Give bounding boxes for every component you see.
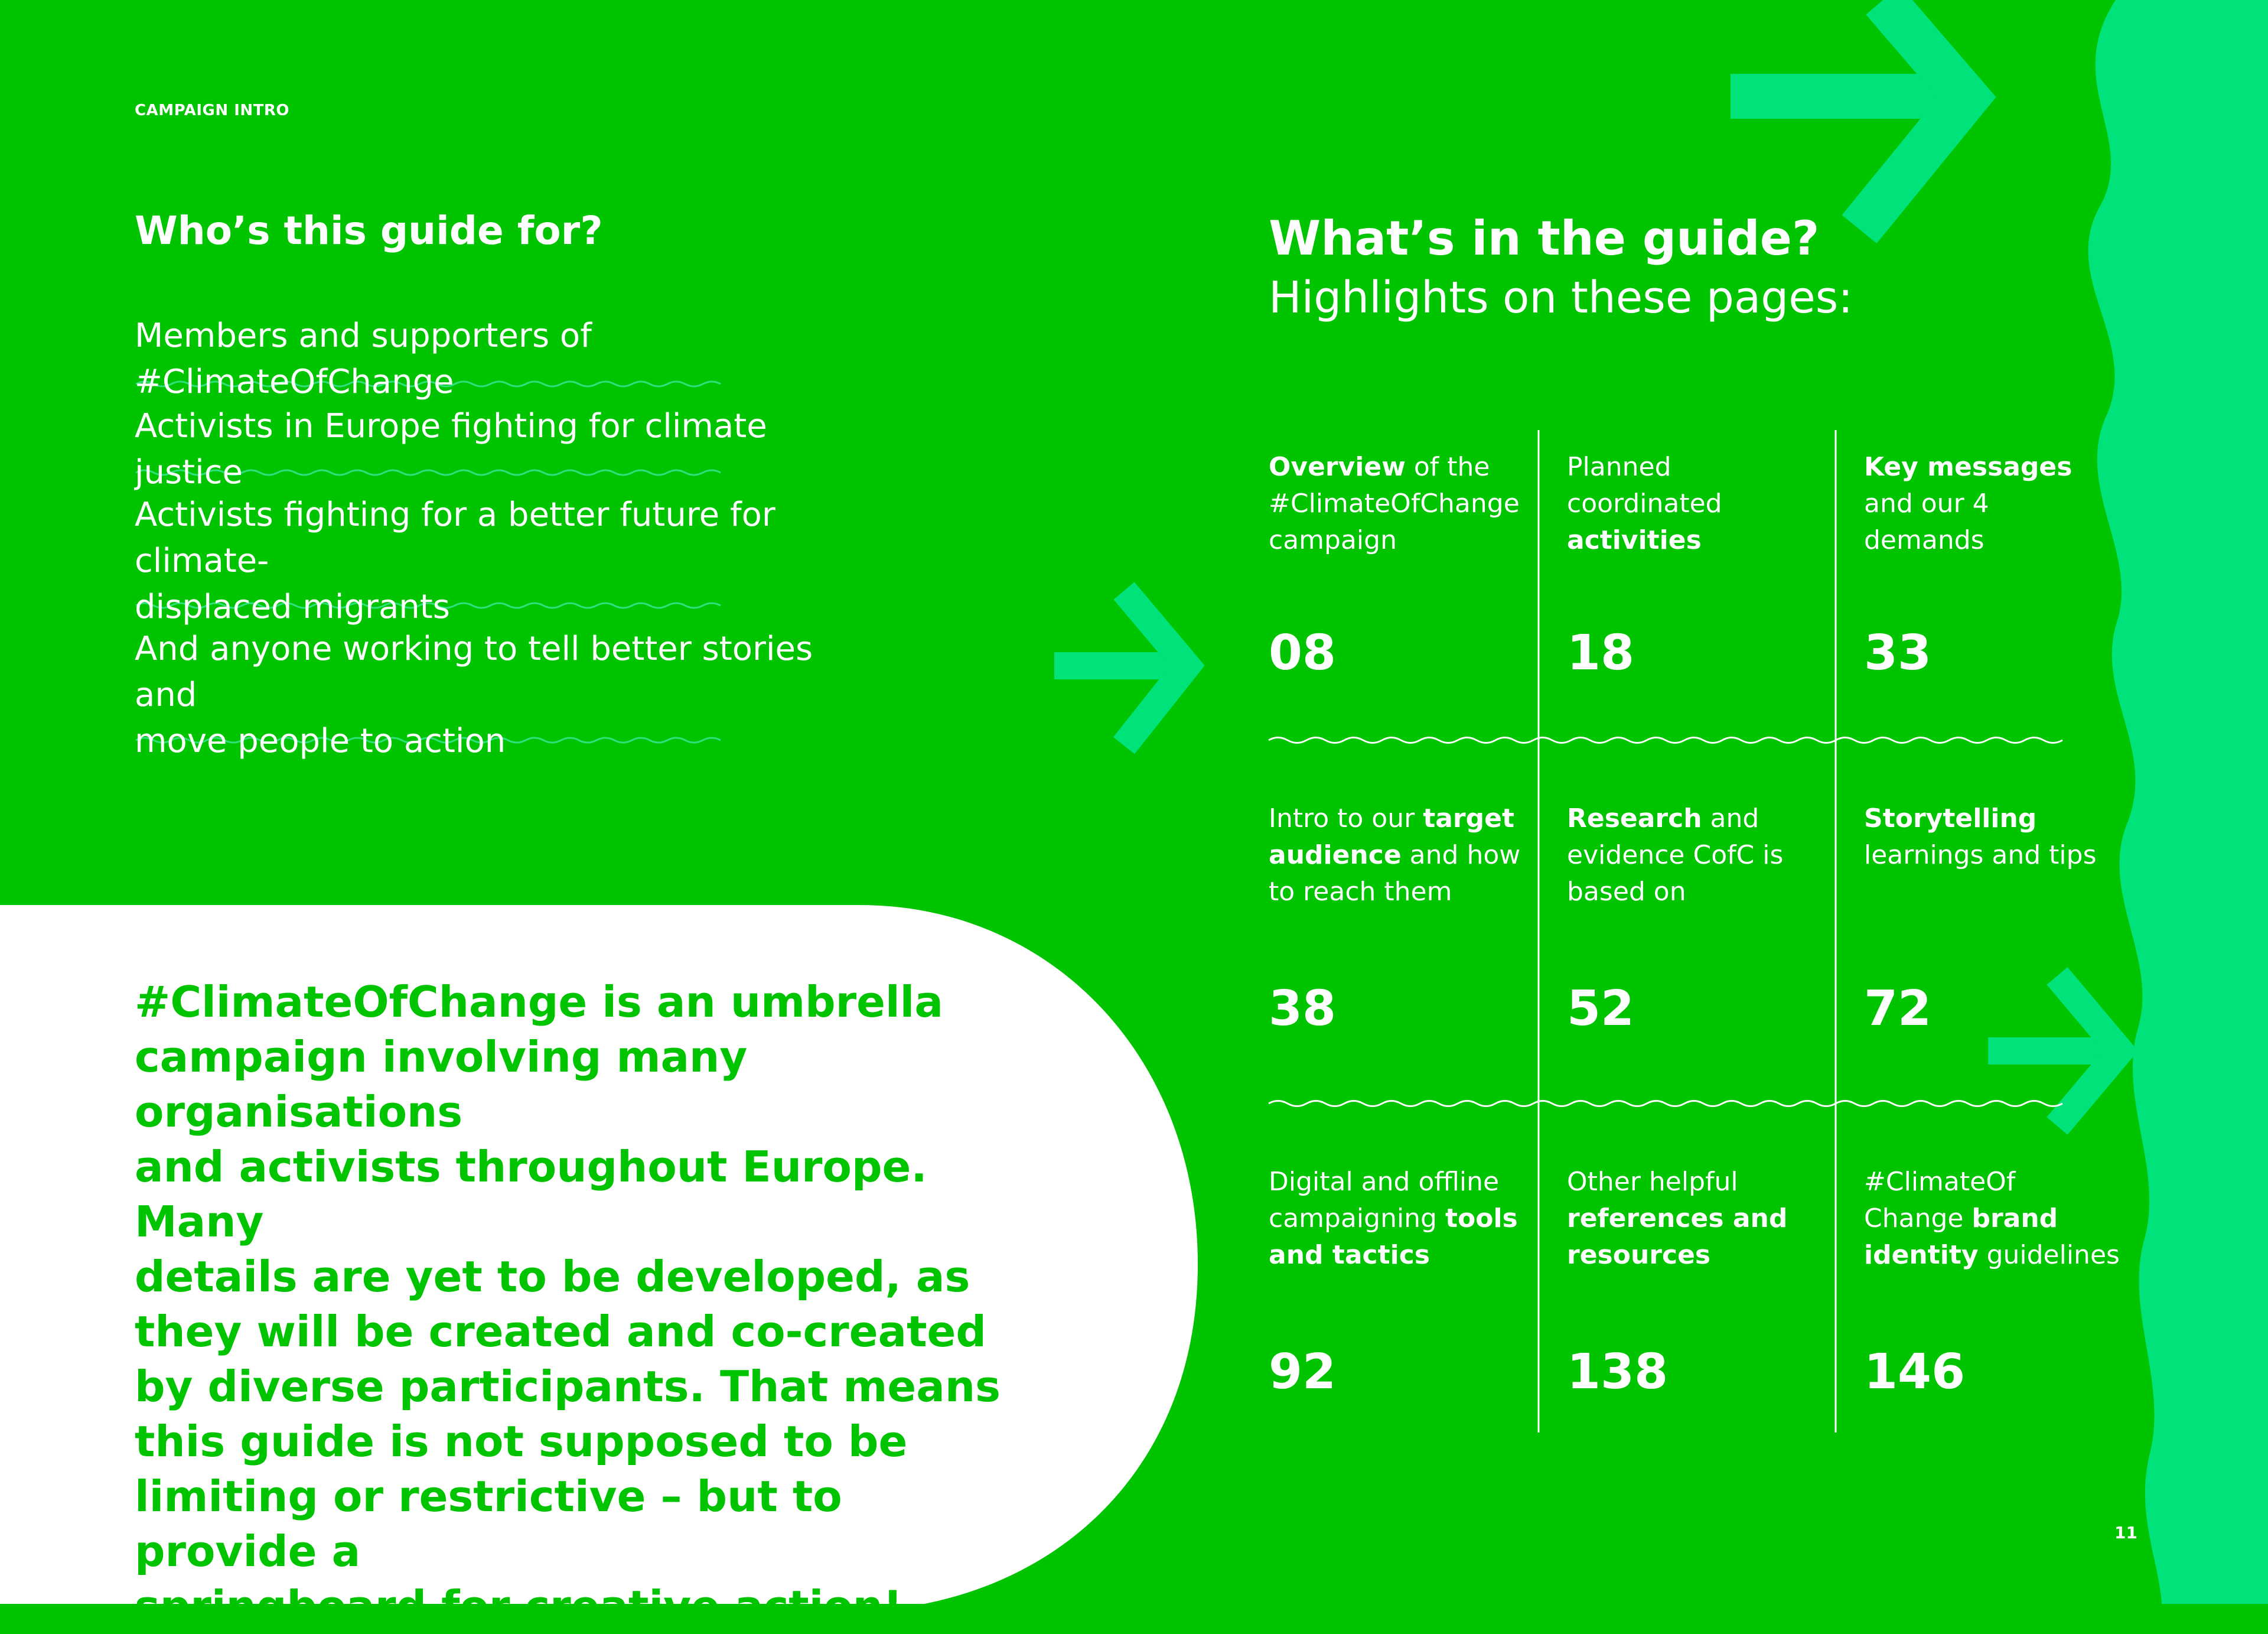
statement-line: springboard for creative action! xyxy=(135,1581,902,1631)
audience-item-line: Activists fighting for a better future for climate- xyxy=(135,496,775,580)
grid-wavy-row-divider xyxy=(1269,1101,2062,1106)
highlight-text: resources xyxy=(1567,1240,1711,1270)
description-text: evidence CofC is xyxy=(1567,840,1784,870)
highlight-text: target xyxy=(1423,803,1514,834)
statement-line: they will be created and co-created xyxy=(135,1307,986,1356)
audience-item-line: move people to action xyxy=(135,722,506,760)
grid-wavy-row-divider xyxy=(1269,738,2062,743)
contents-page-number: 52 xyxy=(1567,981,1635,1037)
contents-page-number: 138 xyxy=(1567,1344,1669,1400)
contents-item-description xyxy=(1567,449,1839,559)
highlight-text: tools xyxy=(1445,1203,1518,1233)
arrow-icon-middle xyxy=(1054,591,1187,746)
contents-item-description xyxy=(1269,449,1540,559)
description-text: based on xyxy=(1567,877,1686,907)
description-text: Intro to our xyxy=(1269,803,1423,834)
arrow-icon-large xyxy=(1731,0,1967,229)
statement-hashtag: #ClimateOfChange xyxy=(135,977,588,1027)
highlight-text: Key messages xyxy=(1864,452,2073,482)
contents-heading xyxy=(1269,208,1853,326)
contents-subtitle: Highlights on these pages: xyxy=(1269,272,1853,323)
highlight-text: identity xyxy=(1864,1240,1979,1270)
highlight-text: brand xyxy=(1972,1203,2058,1233)
description-text: campaigning xyxy=(1269,1203,1445,1233)
highlight-text: and tactics xyxy=(1269,1240,1430,1270)
contents-item-description xyxy=(1269,1164,1540,1274)
description-text: Digital and offline xyxy=(1269,1167,1500,1197)
highlight-text: activities xyxy=(1567,525,1702,555)
description-text: #ClimateOf xyxy=(1864,1167,2016,1197)
campaign-statement xyxy=(135,975,1009,1634)
statement-line: details are yet to be developed, as xyxy=(135,1252,970,1301)
highlight-text: Research xyxy=(1567,803,1702,834)
statement-line: limiting or restrictive – but to provide a xyxy=(135,1472,842,1576)
description-text: demands xyxy=(1864,525,1984,555)
statement-line: campaign involving many organisations xyxy=(135,1032,748,1137)
contents-page-number: 18 xyxy=(1567,625,1635,681)
audience-item xyxy=(135,313,855,405)
audience-item-line: displaced migrants xyxy=(135,588,450,626)
contents-item-description xyxy=(1567,800,1839,910)
description-text: and xyxy=(1702,803,1759,834)
contents-page-number: 38 xyxy=(1269,981,1337,1037)
contents-page-number: 72 xyxy=(1864,981,1932,1037)
description-text: Change xyxy=(1864,1203,1972,1233)
description-text: Planned xyxy=(1567,452,1671,482)
audience-item-line: Activists in Europe fighting for climate justice xyxy=(135,407,767,491)
highlight-text: Storytelling xyxy=(1864,803,2037,834)
audience-item xyxy=(135,626,855,764)
statement-line: this guide is not supposed to be xyxy=(135,1417,908,1466)
description-text: #ClimateOfChange xyxy=(1269,489,1520,519)
highlight-text: Overview xyxy=(1269,452,1406,482)
audience-item-line: Members and supporters of #ClimateOfChange xyxy=(135,317,592,401)
page-number: 11 xyxy=(2114,1523,2137,1542)
contents-item-description xyxy=(1864,449,2136,559)
contents-page-number: 146 xyxy=(1864,1344,1966,1400)
audience-item xyxy=(135,403,855,496)
section-label: CAMPAIGN INTRO xyxy=(135,102,289,119)
arrow-icon-small xyxy=(1988,976,2120,1126)
statement-line: and activists throughout Europe. Many xyxy=(135,1142,927,1246)
statement-line: is an umbrella xyxy=(587,977,943,1027)
contents-page-number: 92 xyxy=(1269,1344,1337,1400)
contents-item-description xyxy=(1864,800,2136,874)
contents-title: What’s in the guide? xyxy=(1269,211,1820,266)
description-text: to reach them xyxy=(1269,877,1452,907)
statement-line: by diverse participants. That means xyxy=(135,1362,1001,1411)
description-text: and how xyxy=(1401,840,1521,870)
description-text: Other helpful xyxy=(1567,1167,1738,1197)
description-text: campaign xyxy=(1269,525,1397,555)
highlight-text: references and xyxy=(1567,1203,1788,1233)
highlight-text: audience xyxy=(1269,840,1402,870)
description-text: coordinated xyxy=(1567,489,1722,519)
audience-item xyxy=(135,492,855,630)
audience-heading: Who’s this guide for? xyxy=(135,208,603,253)
contents-item-description xyxy=(1567,1164,1839,1274)
contents-item-description xyxy=(1269,800,1540,910)
description-text: of the xyxy=(1405,452,1490,482)
description-text: guidelines xyxy=(1978,1240,2120,1270)
contents-page-number: 33 xyxy=(1864,625,1932,681)
description-text: and our 4 xyxy=(1864,489,1989,519)
contents-item-description xyxy=(1864,1164,2136,1274)
description-text: learnings and tips xyxy=(1864,840,2097,870)
contents-page-number: 08 xyxy=(1269,625,1337,681)
audience-item-line: And anyone working to tell better stories and xyxy=(135,630,813,714)
